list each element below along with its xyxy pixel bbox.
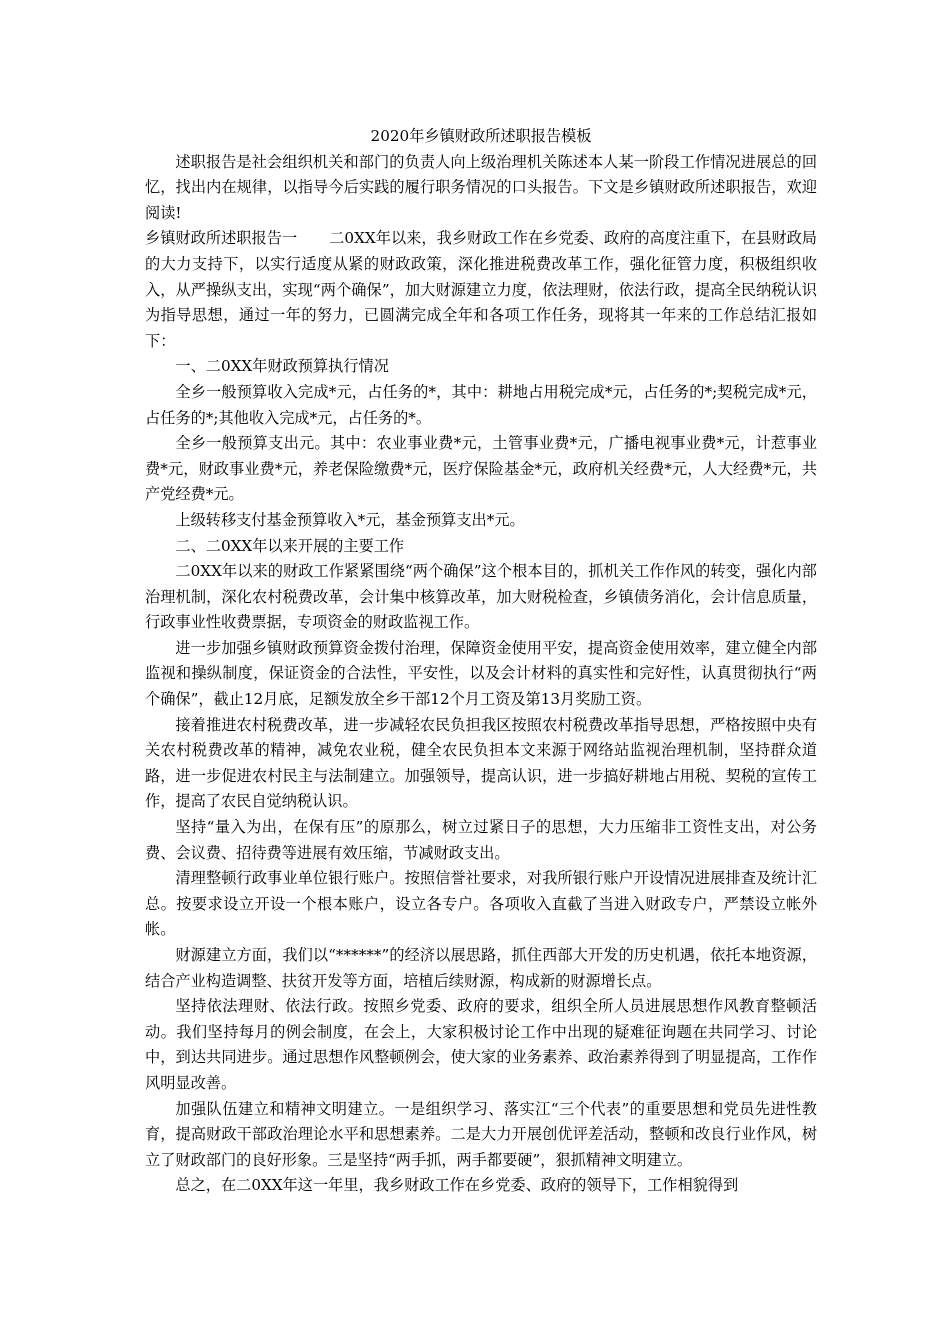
paragraph-1: 二0XX年以来，我乡财政工作在乡党委、政府的高度注重下，在县财政局的大力支持下，以实行适度从紧的财政政策，深化推进税费改革工作，强化征管力度，积极组织收入，从严操纵支出，实现“两个确保”，加大财源建立力度，依法理财，依法行政，提高全民纳税认识为指导思想，通过一年的努力，已圆满完成全年和各项工作任务，现将其一年来的工作总结汇报如下： [145, 229, 817, 350]
paragraph-11: 坚持依法理财、依法行政。按照乡党委、政府的要求，组织全所人员进展思想作风教育整顿活动。我们坚持每月的例会制度，在会上，大家积极讨论工作中出现的疑难征询题在共同学习、讨论中，到达共同进步。通过思想作风整顿例会，使大家的业务素养、政治素养得到了明显提高，工作作风明显改善。 [145, 997, 817, 1092]
paragraph-10: 财源建立方面，我们以“******”的经济以展思路，抓住西部大开发的历史机遇，依托本地资源，结合产业构造调整、扶贫开发等方面，培植后续财源，构成新的财源增长点。 [145, 946, 817, 990]
heading-1: 一、二0XX年财政预算执行情况 [175, 357, 389, 376]
document-title: 2020年乡镇财政所述职报告模板 [370, 127, 592, 145]
section-paragraph [145, 226, 817, 354]
paragraph-5: 二0XX年以来的财政工作紧紧围绕“两个确保”这个根本目的，抓机关工作作风的转变，强化内部治理机制，深化农村税费改革，会计集中核算改革，加大财税检查，乡镇债务消化，会计信息质量，行政事业性收费票据，专项资金的财政监视工作。 [145, 562, 817, 632]
paragraph-6: 进一步加强乡镇财政预算资金拨付治理，保障资金使用平安，提高资金使用效率，建立健全内部监视和操纵制度，保证资金的合法性，平安性，以及会计材料的真实性和完好性，认真贯彻执行“两个确保”，截止12月底，足额发放全乡干部12个月工资及第13月奖励工资。 [145, 638, 817, 709]
section-label: 乡镇财政所述职报告一 [145, 229, 298, 248]
paragraph-3: 全乡一般预算支出元。其中：农业事业费*元，土管事业费*元，广播电视事业费*元，计惹事业费*元，财政事业费*元，养老保险缴费*元，医疗保险基金*元，政府机关经费*元，人大经费*元，共产党经费*元。 [145, 434, 817, 504]
paragraph-2: 全乡一般预算收入完成*元，占任务的*，其中：耕地占用税完成*元，占任务的*;契税完成*元，占任务的*;其他收入完成*元，占任务的*。 [145, 382, 817, 427]
paragraph-12: 加强队伍建立和精神文明建立。一是组织学习、落实江“三个代表”的重要思想和党员先进性教育，提高财政干部政治理论水平和思想素养。二是大力开展创优评差活动，整顿和改良行业作风，树立了财政部门的良好形象。三是坚持“两手抓，两手都要硬”，狠抓精神文明建立。 [145, 1099, 817, 1169]
document-page [145, 124, 817, 1199]
paragraph-7: 接着推进农村税费改革，进一步减轻农民负担我区按照农村税费改革指导思想，严格按照中央有关农村税费改革的精神，减免农业税，健全农民负担本文来源于网络站监视治理机制，坚持群众道路，进一步促进农村民主与法制建立。加强领导，提高认识，进一步搞好耕地占用税、契税的宣传工作，提高了农民自觉纳税认识。 [145, 715, 817, 811]
paragraph-4: 上级转移支付基金预算收入*元，基金预算支出*元。 [175, 510, 525, 529]
intro-paragraph: 述职报告是社会组织机关和部门的负责人向上级治理机关陈述本人某一阶段工作情况进展总的回忆，找出内在规律，以指导今后实践的履行职务情况的口头报告。下文是乡镇财政所述职报告，欢迎阅读! [145, 152, 817, 222]
paragraph-8: 坚持“量入为出，在保有压”的原那么，树立过紧日子的思想，大力压缩非工资性支出，对公务费、会议费、招待费等进展有效压缩，节减财政支出。 [145, 818, 817, 862]
paragraph-9: 清理整顿行政事业单位银行账户。按照信誉社要求，对我所银行账户开设情况进展排查及统计汇总。按要求设立开设一个根本账户，设立各专户。各项收入直截了当进入财政专户，严禁设立帐外帐。 [145, 869, 817, 939]
heading-2: 二、二0XX年以来开展的主要工作 [175, 536, 405, 555]
paragraph-13: 总之，在二0XX年这一年里，我乡财政工作在乡党委、政府的领导下，工作相貌得到 [175, 1176, 739, 1195]
